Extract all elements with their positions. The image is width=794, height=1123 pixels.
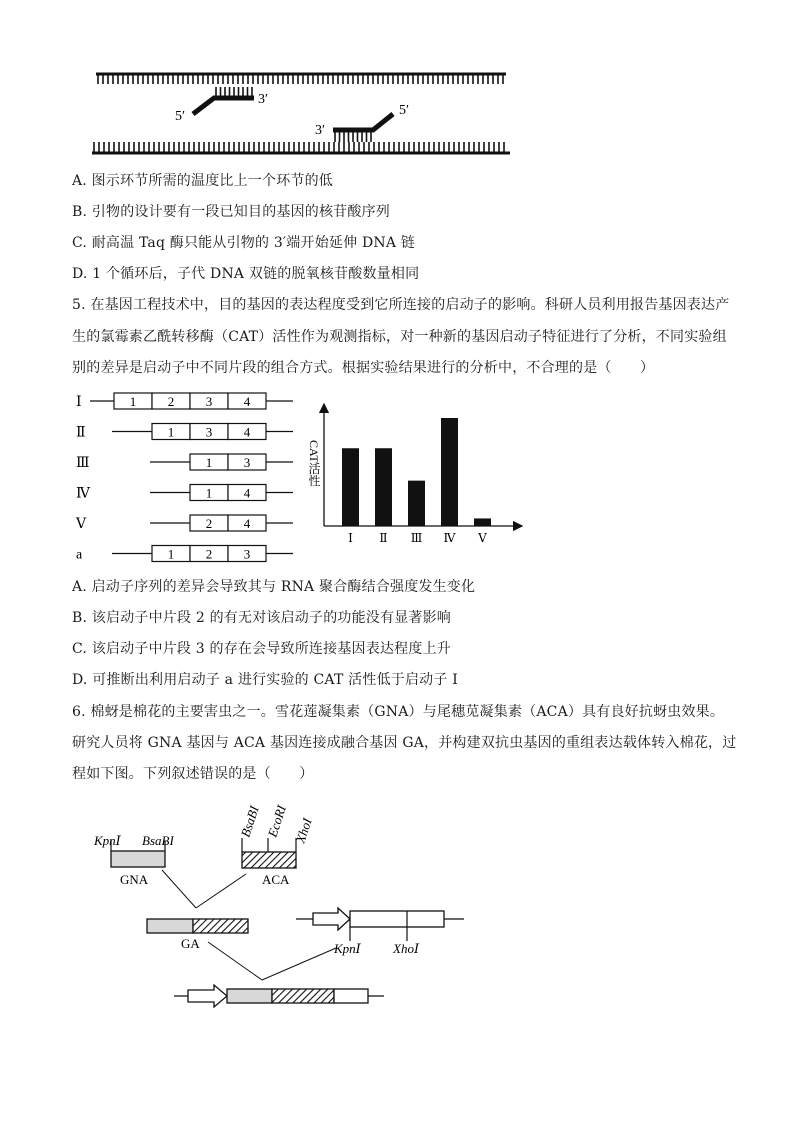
q5-option-b: B. 该启动子中片段 2 的有无对该启动子的功能没有显著影响 (72, 610, 451, 626)
construct-segment-label: 2 (167, 394, 175, 409)
construct-segment-label: 1 (205, 455, 213, 470)
aca-to-ga-connector (196, 874, 246, 908)
construct-segment-label: 4 (243, 394, 251, 409)
construct-segment-label: 2 (205, 546, 213, 562)
construct-segment-label: 1 (129, 394, 137, 409)
gna-label: GNA (120, 872, 149, 887)
promoter-arrow-icon (188, 985, 227, 1007)
promoter-constructs-figure (0, 385, 320, 565)
promoter-arrow-icon (313, 908, 350, 930)
aca-fragment (242, 838, 296, 868)
gna-kpn-label: KpnⅠ (94, 833, 121, 848)
ga-fusion-gene (147, 919, 248, 933)
vector-kpn-label: KpnⅠ (334, 941, 361, 956)
dna-template-bottom-strand (92, 142, 510, 153)
aca-eco-label: EcoRI (264, 803, 289, 839)
q5-stem-line-1: 5. 在基因工程技术中，目的基因的表达程度受到它所连接的启动子的影响。科研人员利用报告基因表达产 (72, 297, 730, 313)
q5-option-a: A. 启动子序列的差异会导致其与 RNA 聚合酶结合强度发生变化 (72, 579, 476, 595)
construct-row-4 (76, 485, 293, 502)
chart-x-tick-label: Ⅱ (379, 531, 388, 545)
cat-activity-chart (300, 400, 540, 550)
construct-segment-label: 3 (205, 394, 213, 409)
primer-upper-3prime-label: 3′ (258, 92, 269, 107)
q5-option-c: C. 该启动子中片段 3 的存在会导致所连接基因表达程度上升 (72, 641, 451, 657)
dna-template-top-strand (96, 74, 506, 84)
ga-label: GA (181, 936, 200, 951)
construct-segment-label: 4 (243, 485, 251, 501)
chart-bar-2 (375, 448, 392, 526)
aca-label: ACA (262, 872, 290, 887)
primer-lower (333, 114, 393, 142)
q4-option-b: B. 引物的设计要有一段已知目的基因的核苷酸序列 (72, 204, 390, 220)
construct-segment-label: 3 (243, 546, 251, 562)
pcr-primer-figure (0, 0, 794, 170)
q6-stem-line-1: 6. 棉蚜是棉花的主要害虫之一。雪花莲凝集素（GNA）与尾穗苋凝集素（ACA）具有良好抗蚜虫效果。 (72, 704, 725, 720)
gna-bsa-label: BsaBI (142, 833, 174, 848)
construct-segment-label: 1 (167, 546, 175, 562)
primer-lower-5prime-label: 5′ (399, 103, 410, 118)
q6-stem-line-2: 研究人员将 GNA 基因与 ACA 基因连接成融合基因 GA，并构建双抗虫基因的重组表达载体转入棉花，过 (72, 735, 737, 751)
q5-stem-line-2: 生的氯霉素乙酰转移酶（CAT）活性作为观测指标，对一种新的基因启动子特征进行了分析，不同实验组 (72, 329, 727, 345)
chart-bar-1 (342, 448, 359, 526)
aca-xho-label: XhoI (292, 816, 315, 845)
construct-segment-label: 2 (205, 516, 213, 531)
construct-label: Ⅰ (76, 395, 82, 410)
construct-row-1 (76, 393, 293, 410)
construct-label: Ⅲ (76, 456, 90, 471)
q5-option-d: D. 可推断出利用启动子 a 进行实验的 CAT 活性低于启动子 I (72, 672, 458, 688)
construct-row-5 (75, 515, 293, 532)
chart-x-tick-label: Ⅰ (348, 531, 353, 545)
construct-label: a (76, 547, 83, 563)
construct-segment-label: 3 (205, 424, 213, 440)
chart-y-axis-label: CAT活性 (307, 440, 321, 487)
construct-segment-label: 1 (167, 424, 175, 440)
primer-upper-5prime-label: 5′ (175, 109, 186, 124)
construct-segment-label: 4 (243, 424, 251, 440)
q6-stem-line-3: 程如下图。下列叙述错误的是（ ） (72, 766, 314, 782)
primer-upper (193, 87, 254, 114)
chart-x-tick-label: Ⅴ (478, 531, 487, 545)
q4-option-c: C. 耐高温 Taq 酶只能从引物的 3′端开始延伸 DNA 链 (72, 235, 415, 251)
aca-bsa-label: BsaBI (237, 804, 262, 839)
q4-option-d: D. 1 个循环后，子代 DNA 双链的脱氧核苷酸数量相同 (72, 266, 420, 282)
chart-bar-4 (441, 418, 458, 526)
ga-to-recombinant-connector (208, 942, 262, 980)
vector-xho-label: XhoⅠ (393, 941, 420, 956)
q4-option-a: A. 图示环节所需的温度比上一个环节的低 (72, 173, 334, 189)
construct-segment-label: 1 (205, 485, 213, 501)
chart-x-tick-label: Ⅲ (410, 531, 423, 545)
expression-vector (296, 908, 464, 941)
construct-label: Ⅳ (76, 486, 90, 502)
gna-to-ga-connector (162, 870, 196, 908)
vector-to-recombinant-connector (262, 948, 336, 980)
construct-row-2 (76, 424, 293, 441)
construct-segment-label: 3 (243, 455, 251, 470)
recombinant-vector (174, 985, 384, 1007)
construct-segment-label: 4 (243, 516, 251, 531)
construct-row-6 (76, 546, 293, 563)
construct-row-3 (76, 454, 293, 471)
primer-lower-3prime-label: 3′ (315, 123, 326, 138)
construct-label: Ⅴ (76, 517, 87, 532)
q5-stem-line-3: 别的差异是启动子中不同片段的组合方式。根据实验结果进行的分析中，不合理的是（ ） (72, 360, 655, 376)
construct-label: Ⅱ (76, 425, 86, 441)
chart-bar-3 (408, 481, 425, 526)
chart-bar-5 (474, 518, 491, 526)
chart-x-tick-label: Ⅳ (443, 531, 456, 545)
vector-construction-figure (0, 800, 520, 1020)
